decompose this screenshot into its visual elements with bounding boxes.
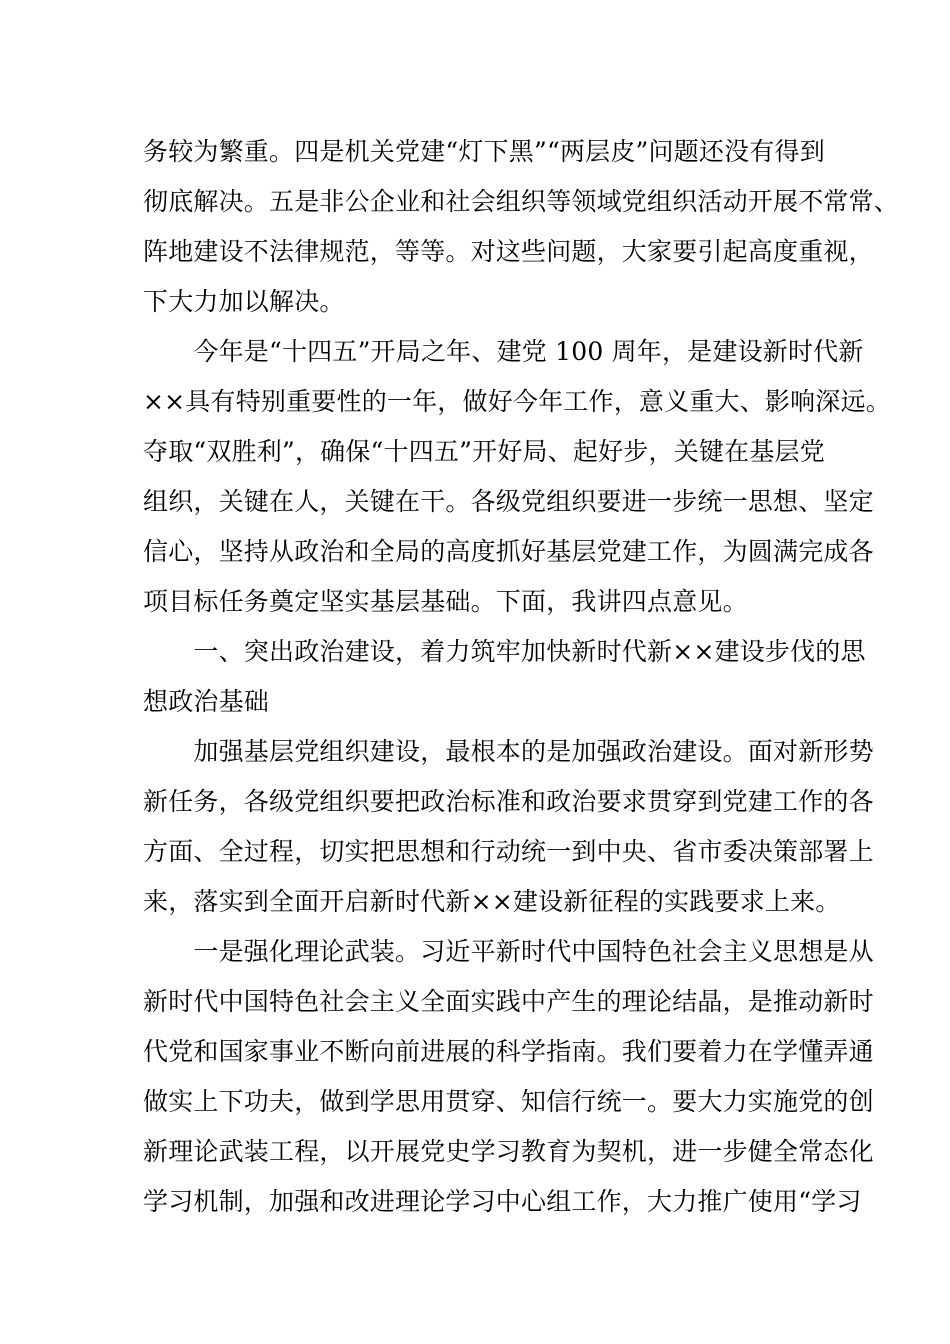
text-line: 来，落实到全面开启新时代新××建设新征程的实践要求上来。 bbox=[143, 887, 841, 916]
text-line: 学习机制，加强和改进理论学习中心组工作，大力推广使用“学习 bbox=[143, 1187, 862, 1216]
text-line: 加强基层党组织建设，最根本的是加强政治建设。面对新形势 bbox=[143, 737, 874, 766]
text-line: 新任务，各级党组织要把政治标准和政治要求贯穿到党建工作的各 bbox=[143, 787, 874, 816]
text-line: 新时代中国特色社会主义全面实践中产生的理论结晶，是推动新时 bbox=[143, 987, 874, 1016]
text-line: 代党和国家事业不断向前进展的科学指南。我们要着力在学懂弄通 bbox=[143, 1037, 874, 1066]
text-line: 信心，坚持从政治和全局的高度抓好基层党建工作，为圆满完成各 bbox=[143, 537, 874, 566]
text-line: 一是强化理论武装。习近平新时代中国特色社会主义思想是从 bbox=[143, 937, 874, 966]
text-line: 下大力加以解决。 bbox=[143, 287, 345, 316]
section-heading-line: 一、突出政治建设，着力筑牢加快新时代新××建设步伐的思 bbox=[143, 637, 866, 666]
text-line: 夺取“双胜利”，确保“十四五”开好局、起好步，关键在基层党 bbox=[143, 437, 825, 466]
text-line: 新理论武装工程，以开展党史学习教育为契机，进一步健全常态化 bbox=[143, 1137, 874, 1166]
text-line: 项目标任务奠定坚实基层基础。下面，我讲四点意见。 bbox=[143, 587, 748, 616]
text-line: 务较为繁重。四是机关党建“灯下黑”“两层皮”问题还没有得到 bbox=[143, 137, 825, 166]
text-line: 组织，关键在人，关键在干。各级党组织要进一步统一思想、坚定 bbox=[143, 487, 874, 516]
text-line: 今年是“十四五”开局之年、建党 100 周年，是建设新时代新 bbox=[143, 337, 864, 366]
text-line: 方面、全过程，切实把思想和行动统一到中央、省市委决策部署上 bbox=[143, 837, 874, 866]
section-heading-line: 想政治基础 bbox=[143, 687, 270, 716]
text-line: 阵地建设不法律规范，等等。对这些问题，大家要引起高度重视， bbox=[143, 237, 874, 266]
text-line: ××具有特别重要性的一年，做好今年工作，意义重大、影响深远。 bbox=[143, 387, 891, 416]
text-line: 做实上下功夫，做到学思用贯穿、知信行统一。要大力实施党的创 bbox=[143, 1087, 874, 1116]
text-line: 彻底解决。五是非公企业和社会组织等领域党组织活动开展不常常、 bbox=[143, 187, 900, 216]
